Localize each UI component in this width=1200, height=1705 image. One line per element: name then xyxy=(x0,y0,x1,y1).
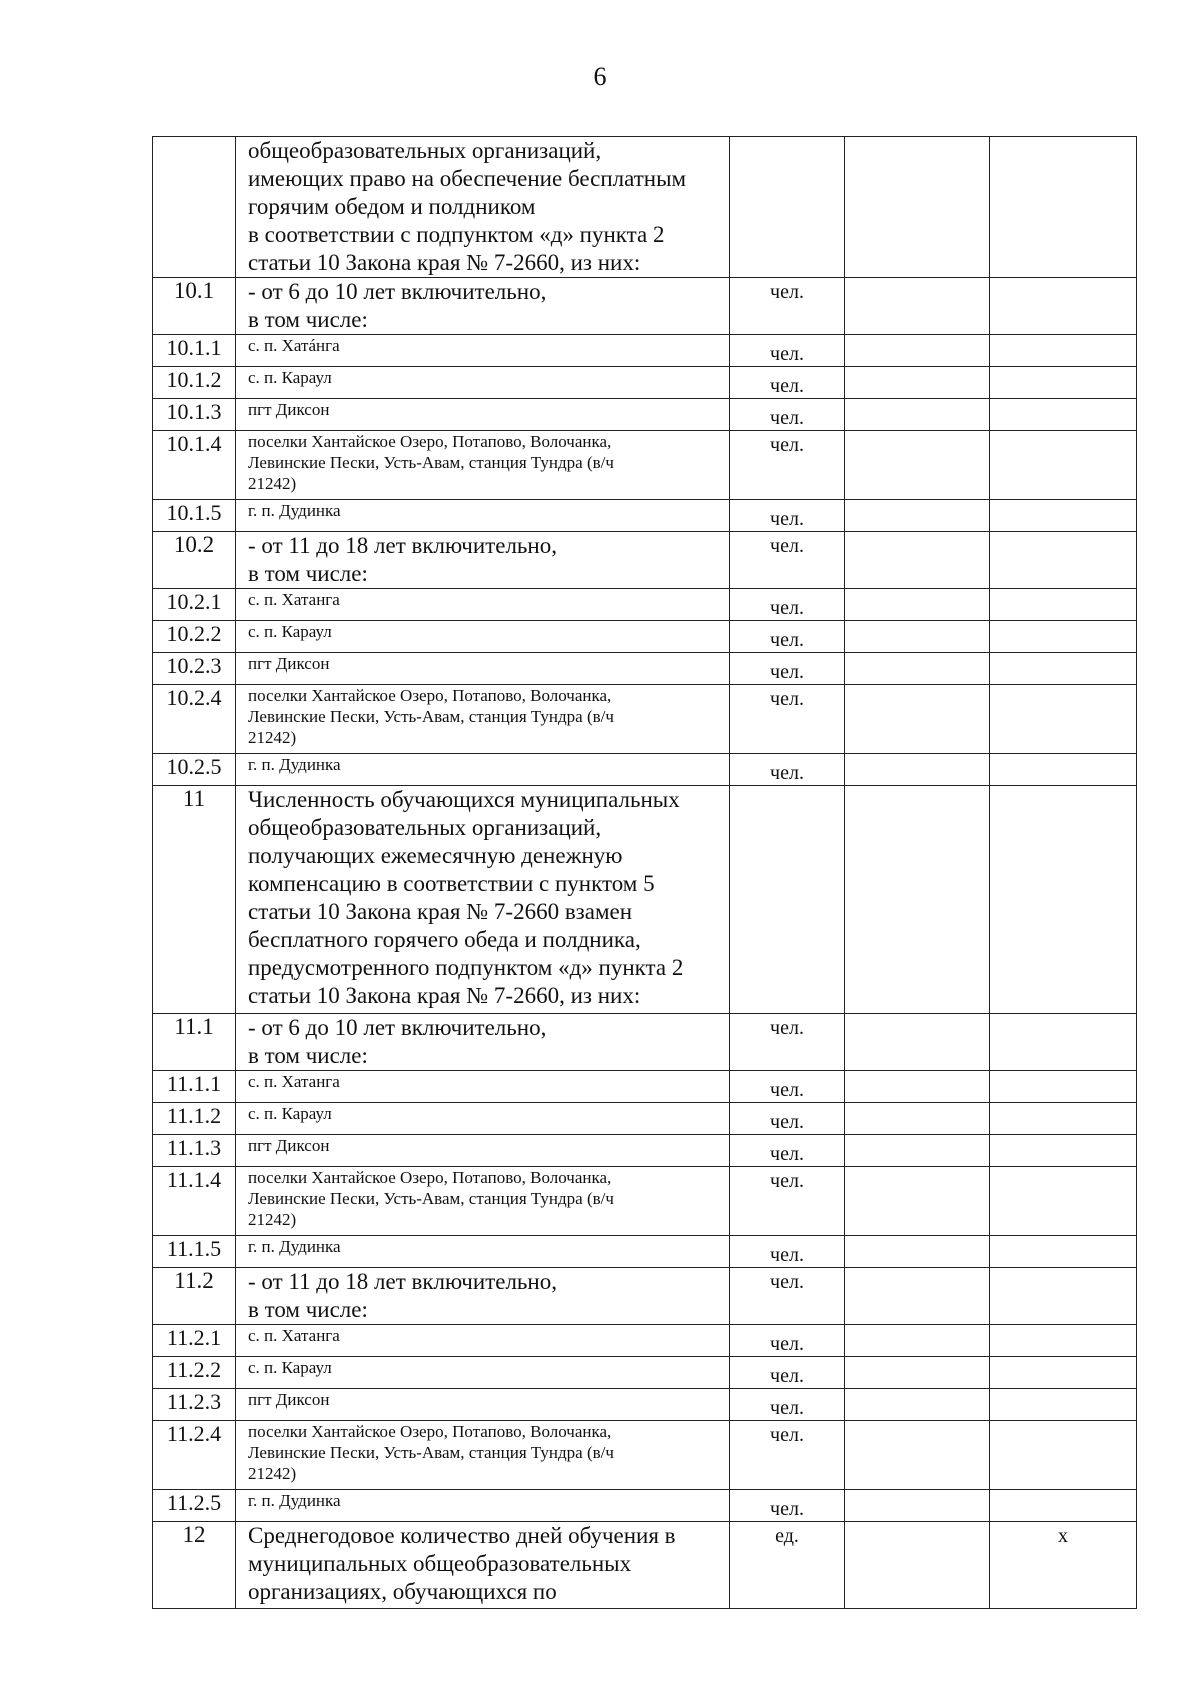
row-value-1 xyxy=(845,431,990,500)
row-unit: чел. xyxy=(730,1103,845,1135)
row-unit: чел. xyxy=(730,1071,845,1103)
table-row xyxy=(153,1325,1137,1357)
row-value-1 xyxy=(845,621,990,653)
row-unit: чел. xyxy=(730,1325,845,1357)
table-row xyxy=(153,532,1137,589)
table-row xyxy=(153,1522,1137,1609)
row-value-1 xyxy=(845,589,990,621)
row-unit xyxy=(730,137,845,278)
row-number xyxy=(153,137,236,278)
row-unit: ед. xyxy=(730,1522,845,1609)
row-description: пгт Диксон xyxy=(236,1135,730,1167)
row-unit: чел. xyxy=(730,399,845,431)
row-value-1 xyxy=(845,786,990,1014)
row-unit: чел. xyxy=(730,1389,845,1421)
row-description: Численность обучающихся муниципальных общеобразовательных организаций, получающих ежемесячную денежную компенсацию в соответствии с пунктом 5 статьи 10 Закона края № 7-2660 взамен бесплатного горячего обеда и полдника, предусмотренного подпунктом «д» пункта 2 статьи 10 Закона края № 7-2660, из них: xyxy=(236,786,730,1014)
row-unit: чел. xyxy=(730,1268,845,1325)
row-unit: чел. xyxy=(730,335,845,367)
table-row xyxy=(153,589,1137,621)
row-value-1 xyxy=(845,1135,990,1167)
row-value-1 xyxy=(845,278,990,335)
row-number: 11.1.3 xyxy=(153,1135,236,1167)
row-value-2 xyxy=(990,431,1137,500)
row-number: 12 xyxy=(153,1522,236,1609)
row-description: г. п. Дудинка xyxy=(236,1490,730,1522)
row-number: 10.1.1 xyxy=(153,335,236,367)
row-number: 11.1.1 xyxy=(153,1071,236,1103)
row-unit: чел. xyxy=(730,1236,845,1268)
row-number: 11.2.2 xyxy=(153,1357,236,1389)
table-row xyxy=(153,1268,1137,1325)
row-value-1 xyxy=(845,653,990,685)
row-unit: чел. xyxy=(730,1357,845,1389)
row-value-1 xyxy=(845,1389,990,1421)
row-value-1 xyxy=(845,1268,990,1325)
row-unit: чел. xyxy=(730,653,845,685)
row-unit: чел. xyxy=(730,431,845,500)
table-row xyxy=(153,1389,1137,1421)
row-value-1 xyxy=(845,1421,990,1490)
row-value-2 xyxy=(990,1236,1137,1268)
row-value-2 xyxy=(990,367,1137,399)
row-unit: чел. xyxy=(730,1490,845,1522)
row-number: 11.2.1 xyxy=(153,1325,236,1357)
row-unit: чел. xyxy=(730,367,845,399)
row-value-2 xyxy=(990,1103,1137,1135)
row-unit: чел. xyxy=(730,278,845,335)
row-value-1 xyxy=(845,500,990,532)
row-unit: чел. xyxy=(730,685,845,754)
page-number: 6 xyxy=(593,62,607,91)
row-number: 11.1.2 xyxy=(153,1103,236,1135)
row-value-1 xyxy=(845,1103,990,1135)
row-description: общеобразовательных организаций, имеющих право на обеспечение бесплатным горячим обедом и полдником в соответствии с подпунктом «д» пункта 2 статьи 10 Закона края № 7-2660, из них: xyxy=(236,137,730,278)
row-value-2 xyxy=(990,621,1137,653)
row-unit: чел. xyxy=(730,1135,845,1167)
table-row xyxy=(153,335,1137,367)
row-number: 11.2 xyxy=(153,1268,236,1325)
row-number: 10.2.4 xyxy=(153,685,236,754)
row-description: поселки Хантайское Озеро, Потапово, Волочанка, Левинские Пески, Усть-Авам, станция Тундра (в/ч 21242) xyxy=(236,431,730,500)
row-value-2 xyxy=(990,754,1137,786)
row-value-2 xyxy=(990,1421,1137,1490)
table-row xyxy=(153,1236,1137,1268)
row-value-1 xyxy=(845,1357,990,1389)
table-row xyxy=(153,1103,1137,1135)
row-unit xyxy=(730,786,845,1014)
row-description: с. п. Хатанга xyxy=(236,1325,730,1357)
row-unit: чел. xyxy=(730,621,845,653)
row-value-1 xyxy=(845,754,990,786)
table-row xyxy=(153,367,1137,399)
table-row xyxy=(153,754,1137,786)
row-description: г. п. Дудинка xyxy=(236,1236,730,1268)
row-value-1 xyxy=(845,1325,990,1357)
row-unit: чел. xyxy=(730,500,845,532)
row-value-1 xyxy=(845,1522,990,1609)
row-value-1 xyxy=(845,1490,990,1522)
row-description: с. п. Хатáнга xyxy=(236,335,730,367)
table-row xyxy=(153,137,1137,278)
table-row xyxy=(153,786,1137,1014)
row-description: - от 11 до 18 лет включительно, в том числе: xyxy=(236,532,730,589)
table-row xyxy=(153,399,1137,431)
row-unit: чел. xyxy=(730,1167,845,1236)
row-value-2 xyxy=(990,399,1137,431)
row-description: поселки Хантайское Озеро, Потапово, Волочанка, Левинские Пески, Усть-Авам, станция Тундра (в/ч 21242) xyxy=(236,1167,730,1236)
row-number: 11.1.5 xyxy=(153,1236,236,1268)
table-row xyxy=(153,1167,1137,1236)
table-row xyxy=(153,1135,1137,1167)
row-number: 10.2.5 xyxy=(153,754,236,786)
row-value-2 xyxy=(990,653,1137,685)
row-value-2 xyxy=(990,500,1137,532)
table-row xyxy=(153,1014,1137,1071)
row-value-2 xyxy=(990,1389,1137,1421)
row-description: - от 6 до 10 лет включительно, в том числе: xyxy=(236,278,730,335)
table-row xyxy=(153,1357,1137,1389)
row-number: 10.1.5 xyxy=(153,500,236,532)
row-value-1 xyxy=(845,1236,990,1268)
table-row xyxy=(153,500,1137,532)
row-description: с. п. Караул xyxy=(236,621,730,653)
row-description: пгт Диксон xyxy=(236,399,730,431)
row-number: 10.1.4 xyxy=(153,431,236,500)
row-unit: чел. xyxy=(730,532,845,589)
row-description: поселки Хантайское Озеро, Потапово, Волочанка, Левинские Пески, Усть-Авам, станция Тундра (в/ч 21242) xyxy=(236,1421,730,1490)
row-number: 10.2.3 xyxy=(153,653,236,685)
row-description: с. п. Караул xyxy=(236,367,730,399)
table-row xyxy=(153,653,1137,685)
table-row xyxy=(153,278,1137,335)
row-value-2 xyxy=(990,685,1137,754)
row-description: с. п. Хатанга xyxy=(236,1071,730,1103)
row-number: 11.1 xyxy=(153,1014,236,1071)
row-description: пгт Диксон xyxy=(236,1389,730,1421)
row-value-2 xyxy=(990,278,1137,335)
row-value-2: х xyxy=(990,1522,1137,1609)
table-row xyxy=(153,431,1137,500)
row-number: 10.1 xyxy=(153,278,236,335)
row-number: 10.2 xyxy=(153,532,236,589)
table-row xyxy=(153,1421,1137,1490)
row-description: г. п. Дудинка xyxy=(236,754,730,786)
row-value-2 xyxy=(990,1490,1137,1522)
row-number: 11.2.4 xyxy=(153,1421,236,1490)
row-description: с. п. Хатанга xyxy=(236,589,730,621)
row-value-2 xyxy=(990,1071,1137,1103)
row-unit: чел. xyxy=(730,1014,845,1071)
row-description: с. п. Караул xyxy=(236,1357,730,1389)
row-number: 10.1.2 xyxy=(153,367,236,399)
row-number: 11.2.3 xyxy=(153,1389,236,1421)
row-value-1 xyxy=(845,1071,990,1103)
row-value-2 xyxy=(990,1357,1137,1389)
table-row xyxy=(153,1071,1137,1103)
indicators-table xyxy=(152,136,1137,1609)
row-description: - от 6 до 10 лет включительно, в том числе: xyxy=(236,1014,730,1071)
row-value-1 xyxy=(845,367,990,399)
table-row xyxy=(153,1490,1137,1522)
row-value-1 xyxy=(845,137,990,278)
row-value-1 xyxy=(845,399,990,431)
row-unit: чел. xyxy=(730,754,845,786)
row-value-1 xyxy=(845,685,990,754)
row-value-2 xyxy=(990,1135,1137,1167)
row-number: 10.2.2 xyxy=(153,621,236,653)
row-description: пгт Диксон xyxy=(236,653,730,685)
row-value-2 xyxy=(990,589,1137,621)
row-value-2 xyxy=(990,1167,1137,1236)
row-value-2 xyxy=(990,1014,1137,1071)
row-value-1 xyxy=(845,532,990,589)
row-description: с. п. Караул xyxy=(236,1103,730,1135)
row-value-1 xyxy=(845,1014,990,1071)
row-value-2 xyxy=(990,1268,1137,1325)
row-description: - от 11 до 18 лет включительно, в том числе: xyxy=(236,1268,730,1325)
row-value-1 xyxy=(845,1167,990,1236)
row-number: 11 xyxy=(153,786,236,1014)
row-value-1 xyxy=(845,335,990,367)
row-unit: чел. xyxy=(730,589,845,621)
row-number: 10.2.1 xyxy=(153,589,236,621)
row-unit: чел. xyxy=(730,1421,845,1490)
row-value-2 xyxy=(990,137,1137,278)
row-number: 11.2.5 xyxy=(153,1490,236,1522)
row-description: Среднегодовое количество дней обучения в муниципальных общеобразовательных организациях, обучающихся по xyxy=(236,1522,730,1609)
row-number: 11.1.4 xyxy=(153,1167,236,1236)
row-number: 10.1.3 xyxy=(153,399,236,431)
row-value-2 xyxy=(990,532,1137,589)
row-value-2 xyxy=(990,335,1137,367)
row-value-2 xyxy=(990,786,1137,1014)
row-description: г. п. Дудинка xyxy=(236,500,730,532)
row-description: поселки Хантайское Озеро, Потапово, Волочанка, Левинские Пески, Усть-Авам, станция Тундра (в/ч 21242) xyxy=(236,685,730,754)
row-value-2 xyxy=(990,1325,1137,1357)
table-row xyxy=(153,621,1137,653)
table-row xyxy=(153,685,1137,754)
